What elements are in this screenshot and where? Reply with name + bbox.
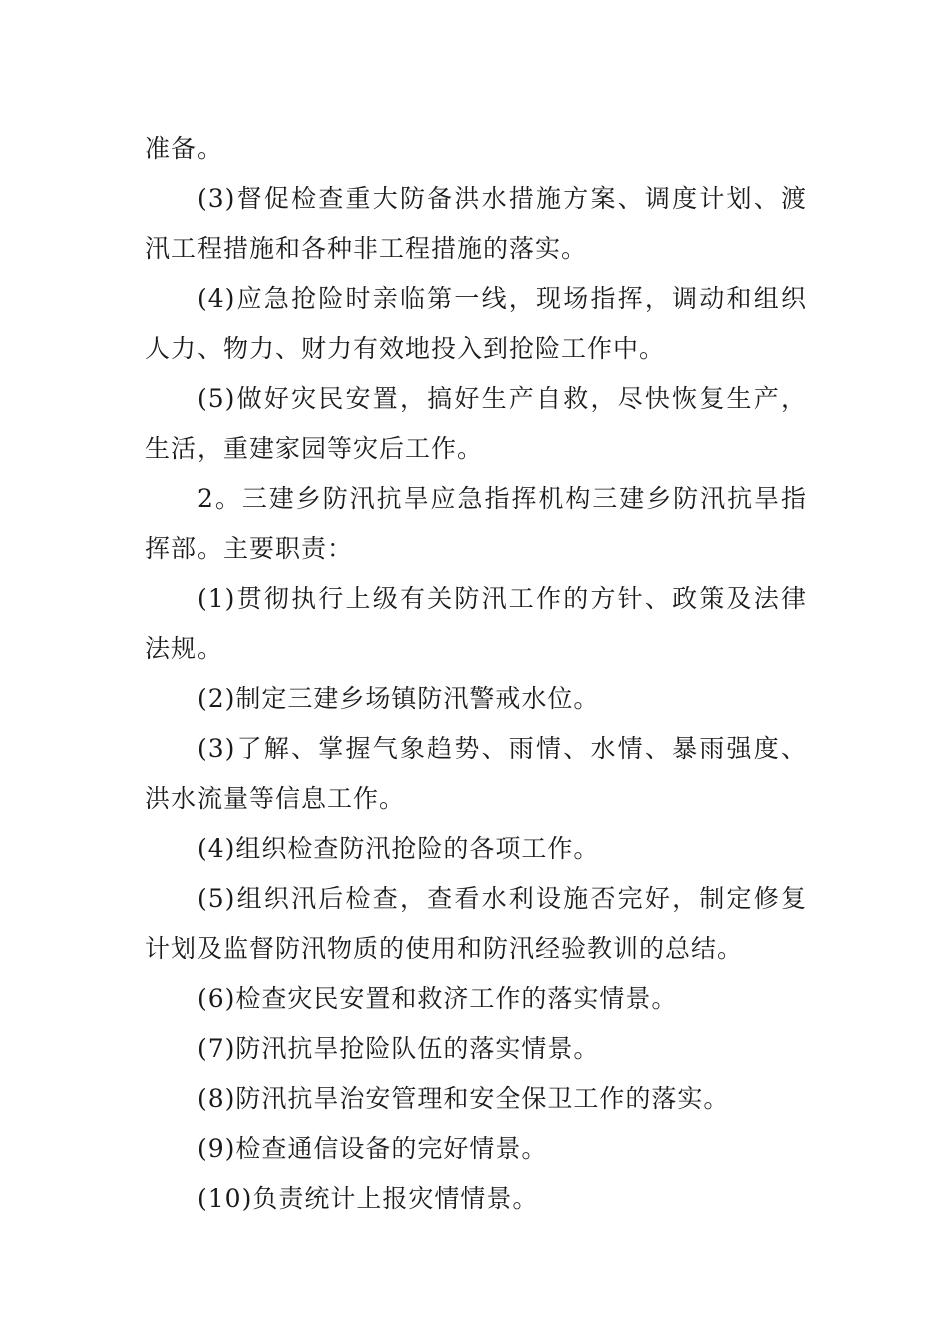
paragraph-duty-9: (9)检查通信设备的完好情景。 bbox=[197, 1134, 548, 1163]
paragraph-duty-10: (10)负责统计上报灾情情景。 bbox=[197, 1184, 539, 1213]
paragraph-continuation: 准备。 bbox=[145, 134, 224, 163]
paragraph-item-5-resettlement: (5)做好灾民安置，搞好生产自救，尽快恢复生产，生活，重建家园等灾后工作。 bbox=[145, 384, 807, 463]
paragraph-duty-5: (5)组织汛后检查，查看水利设施否完好，制定修复计划及监督防汛物质的使用和防汛经验教训的总结。 bbox=[145, 884, 807, 963]
document-body bbox=[145, 124, 807, 1224]
paragraph-duty-7: (7)防汛抗旱抢险队伍的落实情景。 bbox=[197, 1034, 600, 1063]
paragraph-duty-8: (8)防汛抗旱治安管理和安全保卫工作的落实。 bbox=[197, 1084, 730, 1113]
paragraph-section-2-heading: 2。三建乡防汛抗旱应急指挥机构三建乡防汛抗旱指挥部。主要职责： bbox=[145, 484, 807, 563]
paragraph-duty-2: (2)制定三建乡场镇防汛警戒水位。 bbox=[197, 684, 600, 713]
paragraph-item-3-supervise: (3)督促检查重大防备洪水措施方案、调度计划、渡汛工程措施和各种非工程措施的落实。 bbox=[145, 184, 807, 263]
paragraph-duty-1: (1)贯彻执行上级有关防汛工作的方针、政策及法律法规。 bbox=[145, 584, 807, 663]
paragraph-duty-6: (6)检查灾民安置和救济工作的落实情景。 bbox=[197, 984, 678, 1013]
paragraph-duty-3: (3)了解、掌握气象趋势、雨情、水情、暴雨强度、洪水流量等信息工作。 bbox=[145, 734, 807, 813]
paragraph-item-4-emergency: (4)应急抢险时亲临第一线，现场指挥，调动和组织人力、物力、财力有效地投入到抢险工作中。 bbox=[145, 284, 807, 363]
paragraph-duty-4: (4)组织检查防汛抢险的各项工作。 bbox=[197, 834, 600, 863]
